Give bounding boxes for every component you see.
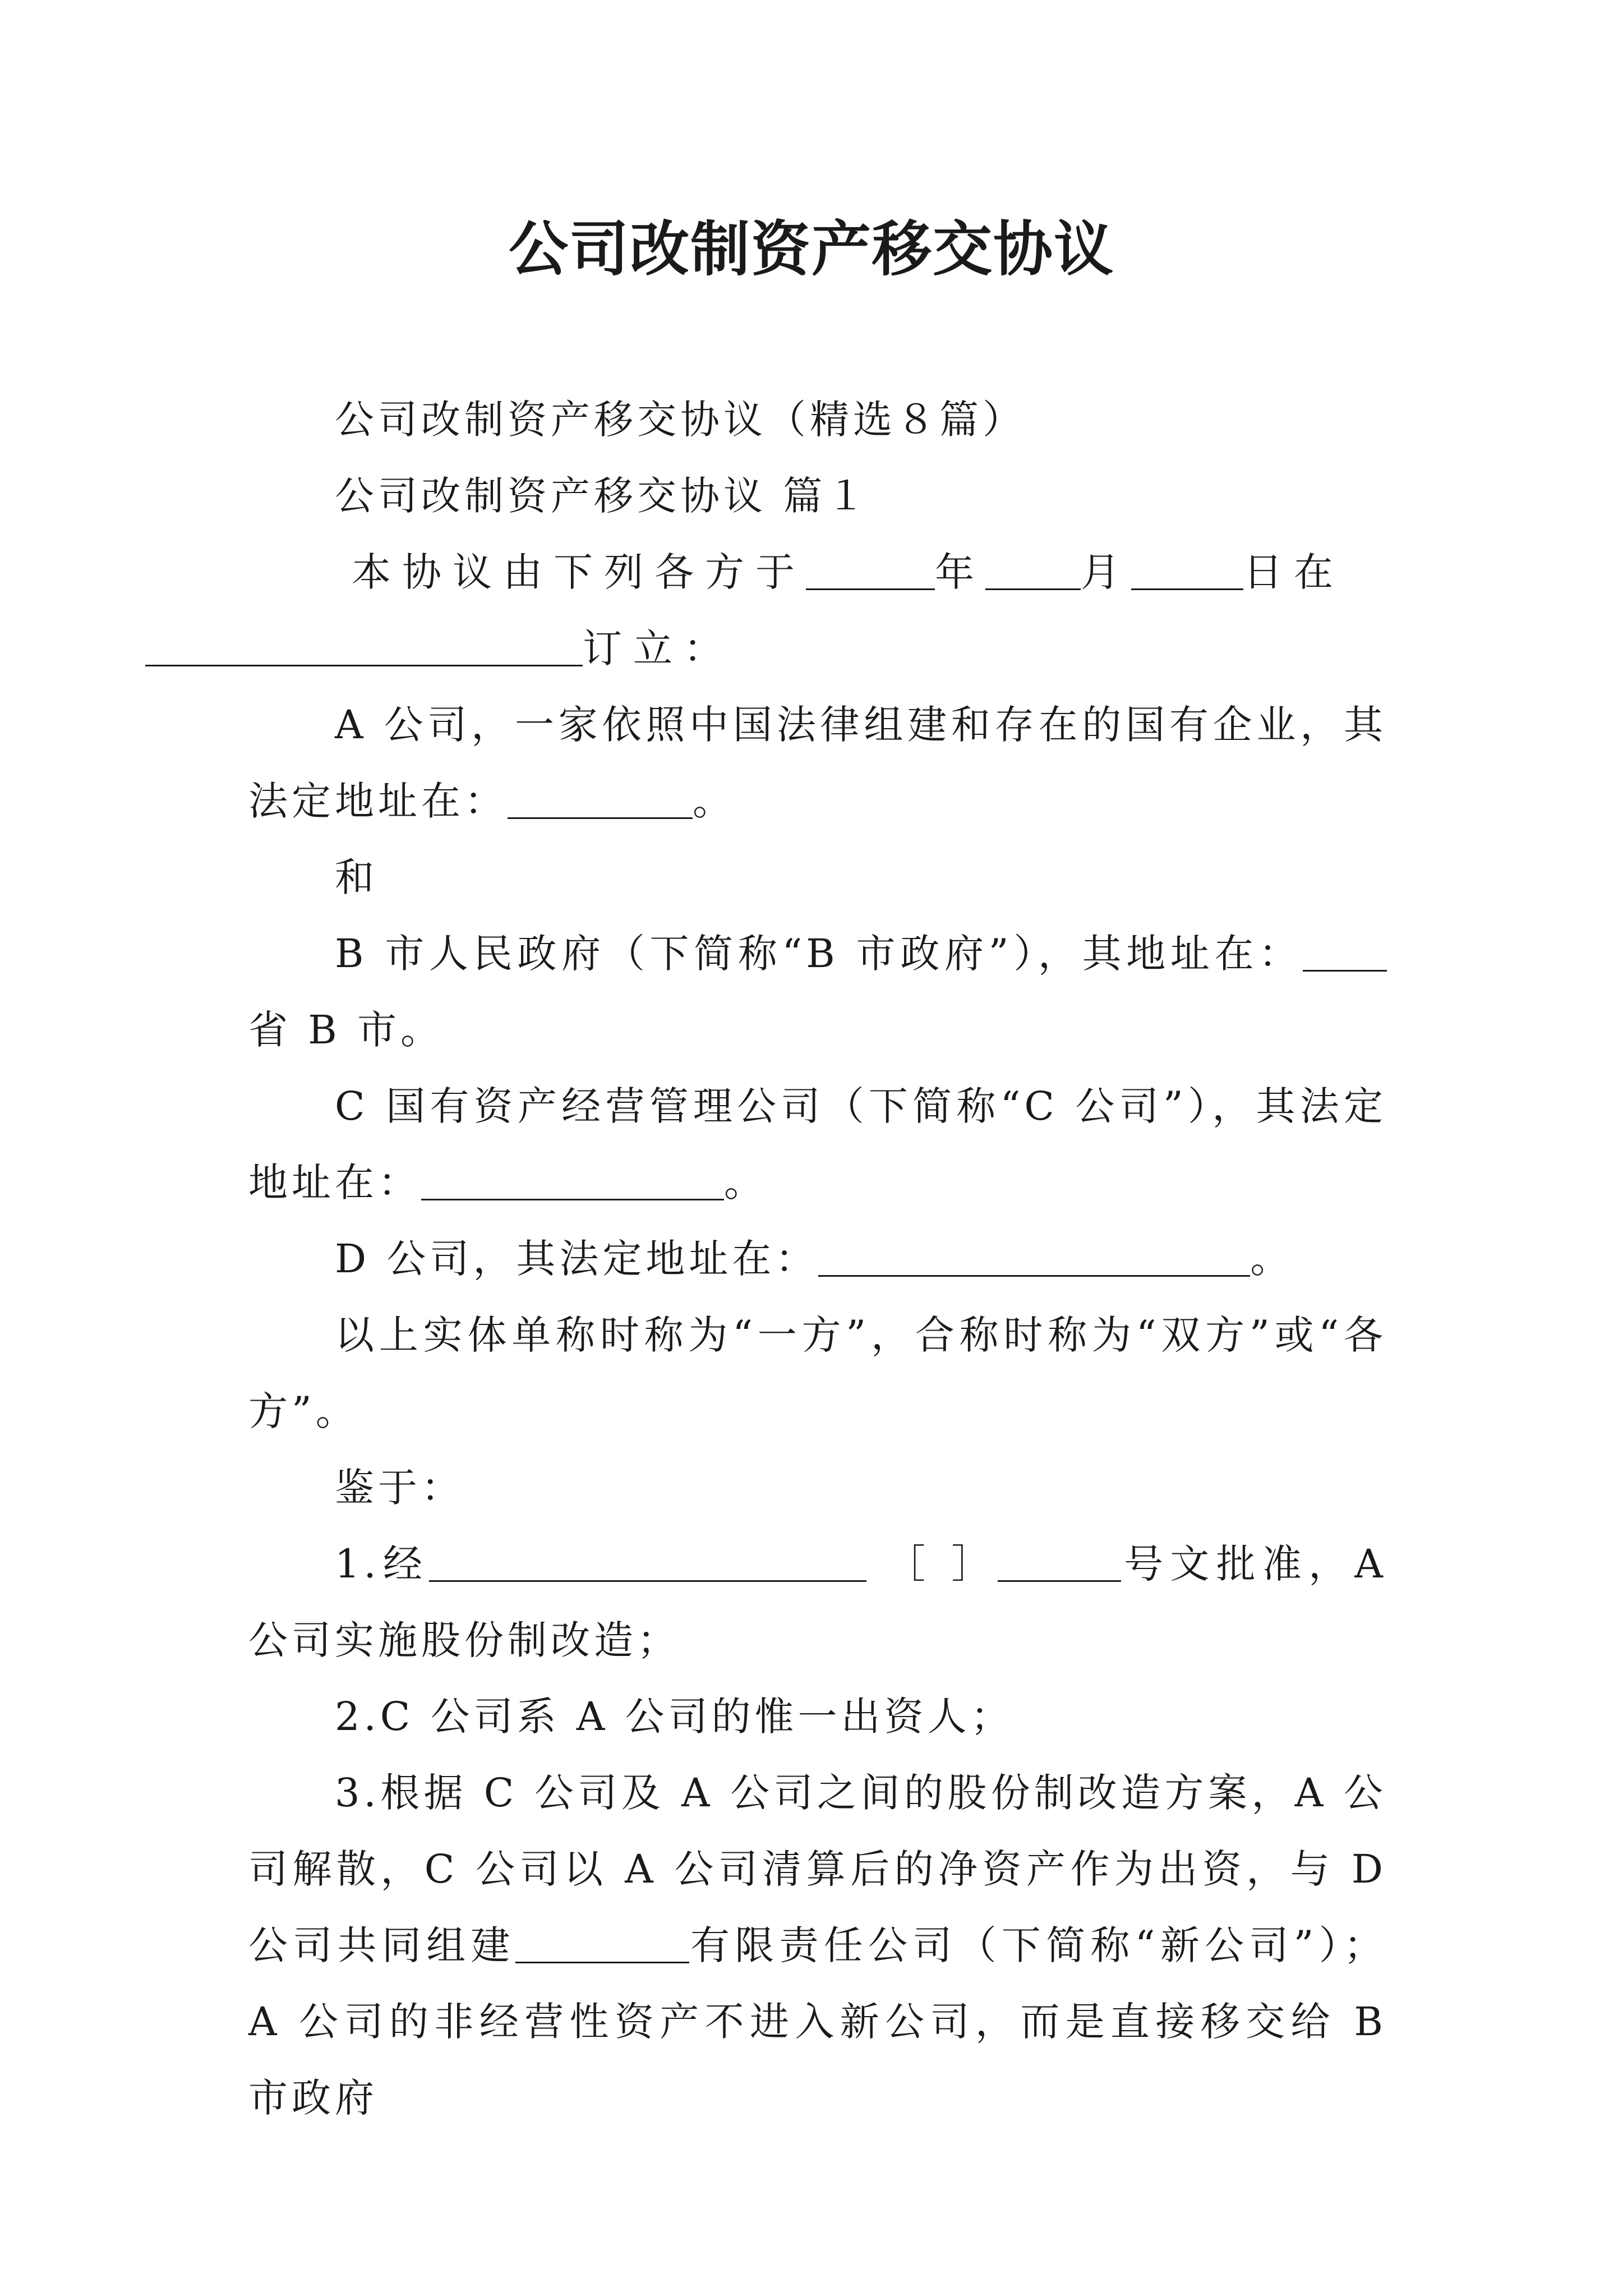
blank-party-c-address — [421, 1162, 724, 1201]
party-a-end: 。 — [693, 778, 736, 824]
party-a-paragraph — [248, 687, 1387, 839]
blank-month — [985, 551, 1081, 591]
blank-day — [1131, 551, 1243, 591]
blank-year — [806, 551, 935, 591]
blank-party-b-province — [1303, 933, 1387, 972]
blank-new-company-name — [515, 1925, 689, 1964]
blank-party-d-address — [818, 1238, 1250, 1277]
party-b-text: B 市人民政府（下简称“B 市政府”），其地址在： — [335, 931, 1303, 977]
document-body — [248, 381, 1387, 2136]
party-c-paragraph — [248, 1068, 1387, 1221]
party-d-text: D 公司，其法定地址在： — [335, 1236, 819, 1282]
item-1-end: 号文批准，A 公司实施股份制改造； — [248, 1541, 1387, 1663]
subtitle: 公司改制资产移交协议（精选８篇） — [335, 397, 1026, 443]
blank-approval-authority — [429, 1543, 866, 1582]
blank-document-number — [998, 1543, 1121, 1582]
item-1-text: 1.经 — [335, 1541, 430, 1587]
whereas-item-1 — [248, 1526, 1387, 1678]
definitions-paragraph: 以上实体单称时称为“一方”，合称时称为“双方”或“各方”。 — [248, 1312, 1387, 1434]
intro-text-3: 月 — [1081, 549, 1131, 595]
party-c-text: C 国有资产经营管理公司（下简称“C 公司”），其法定地址在： — [248, 1083, 1387, 1205]
party-c-end: 。 — [724, 1159, 767, 1205]
blank-place — [145, 628, 583, 667]
party-a-text: A 公司，一家依照中国法律组建和存在的国有企业，其法定地址在： — [248, 702, 1387, 824]
party-b-end: 省 B 市。 — [248, 1007, 444, 1053]
party-b-paragraph — [248, 915, 1387, 1068]
whereas-item-3 — [248, 1755, 1387, 2136]
item-1-bracket: ［ ］ — [886, 1541, 998, 1587]
intro-text-2: 年 — [935, 549, 985, 595]
section-heading: 公司改制资产移交协议 篇１ — [335, 473, 870, 519]
intro-text-5: 订立： — [583, 625, 734, 671]
intro-text-4: 日在 — [1243, 549, 1344, 595]
party-d-end: 。 — [1250, 1236, 1294, 1282]
document-title: 公司改制资产移交协议 — [509, 214, 1114, 284]
item-3-end: 有限责任公司（下简称“新公司”）；A 公司的非经营性资产不进入新公司，而是直接移交给 B 市政府 — [248, 1922, 1387, 2121]
party-d-paragraph — [248, 1221, 1387, 1297]
intro-paragraph — [248, 534, 1387, 687]
whereas-heading: 鉴于： — [335, 1465, 464, 1511]
intro-text-1: 本协议由下列各方于 — [352, 549, 806, 595]
and-paragraph: 和 — [335, 854, 378, 900]
blank-party-a-address — [508, 780, 693, 820]
whereas-item-2: 2.C 公司系 A 公司的惟一出资人； — [335, 1694, 1014, 1740]
item-3-text: 3.根据 C 公司及 A 公司之间的股份制改造方案，A 公司解散，C 公司以 A 公司清算后的净资产作为出资，与 D 公司共同组建 — [248, 1770, 1387, 1968]
